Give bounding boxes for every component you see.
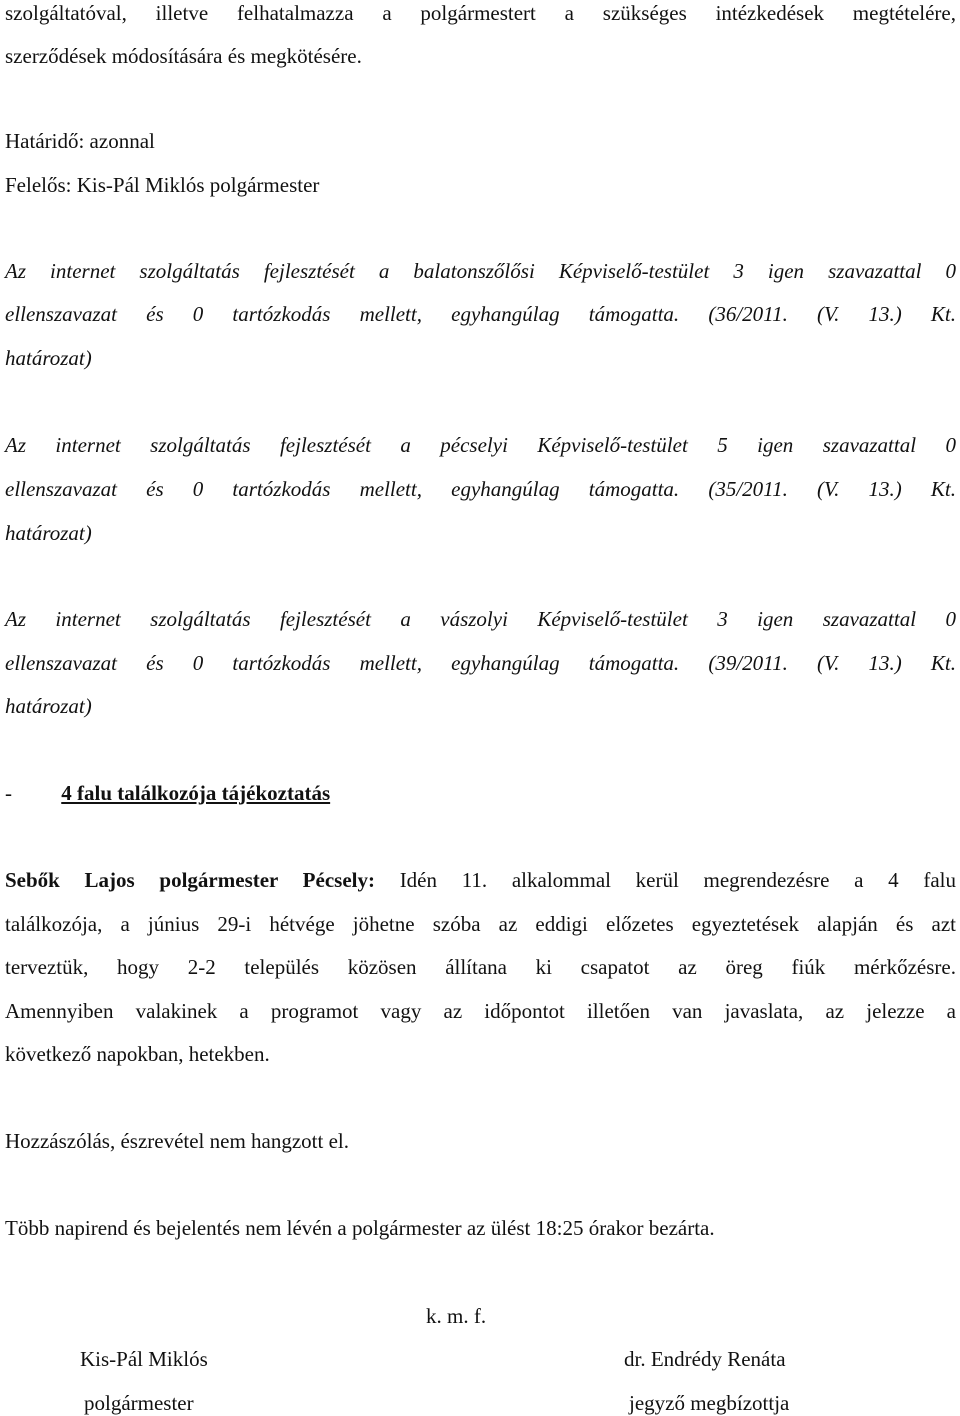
resolution-1-line-2: ellenszavazat és 0 tartózkodás mellett, egyhangúlag támogatta. (36/2011. (V. 13.) Kt. [5, 302, 956, 326]
kmf-text: k. m. f. [426, 1304, 487, 1328]
deadline-text: Határidő: azonnal [5, 129, 155, 153]
agenda-title: 4 falu találkozója tájékoztatás [61, 781, 331, 805]
resolution-1-line-3: határozat) [5, 346, 92, 370]
notary-title: jegyző megbízottja [629, 1391, 790, 1415]
speech-line-1 [5, 867, 956, 893]
responsible-text: Felelős: Kis-Pál Miklós polgármester [5, 173, 320, 197]
paragraph-line: szolgáltatóval, illetve felhatalmazza a polgármestert a szükséges intézkedések megtételére, [5, 1, 956, 25]
resolution-1-line-1: Az internet szolgáltatás fejlesztését a balatonszőlősi Képviselő-testület 3 igen szavazattal 0 [5, 259, 956, 283]
paragraph-line: szerződések módosítására és megkötésére. [5, 44, 362, 68]
resolution-2-line-2: ellenszavazat és 0 tartózkodás mellett, egyhangúlag támogatta. (35/2011. (V. 13.) Kt. [5, 477, 956, 501]
agenda-dash: - [5, 781, 12, 805]
resolution-3-line-3: határozat) [5, 694, 92, 718]
resolution-2-line-1: Az internet szolgáltatás fejlesztését a pécselyi Képviselő-testület 5 igen szavazattal 0 [5, 433, 956, 457]
resolution-3-line-2: ellenszavazat és 0 tartózkodás mellett, egyhangúlag támogatta. (39/2011. (V. 13.) Kt. [5, 651, 956, 675]
speech-line-2: találkozója, a június 29-i hétvége jöhetne szóba az eddigi előzetes egyeztetések alapján és azt [5, 912, 956, 936]
agenda-item [5, 780, 330, 806]
speech-line-3: terveztük, hogy 2-2 település közösen állítana ki csapatot az öreg fiúk mérkőzésre. [5, 955, 956, 979]
mayor-title: polgármester [84, 1391, 194, 1415]
resolution-3-line-1: Az internet szolgáltatás fejlesztését a vászolyi Képviselő-testület 3 igen szavazattal 0 [5, 607, 956, 631]
speaker-name: Sebők Lajos polgármester Pécsely: [5, 868, 375, 892]
speech-text: Idén 11. alkalommal kerül megrendezésre a 4 falu [399, 868, 956, 892]
resolution-2-line-3: határozat) [5, 521, 92, 545]
notary-name: dr. Endrédy Renáta [624, 1347, 786, 1371]
mayor-name: Kis-Pál Miklós [80, 1347, 208, 1371]
comments-text: Hozzászólás, észrevétel nem hangzott el. [5, 1129, 350, 1153]
closing-text: Több napirend és bejelentés nem lévén a polgármester az ülést 18:25 órakor bezárta. [5, 1216, 715, 1240]
speech-line-4: Amennyiben valakinek a programot vagy az időpontot illetően van javaslata, az jelezze a [5, 999, 956, 1023]
speech-line-5: következő napokban, hetekben. [5, 1042, 270, 1066]
